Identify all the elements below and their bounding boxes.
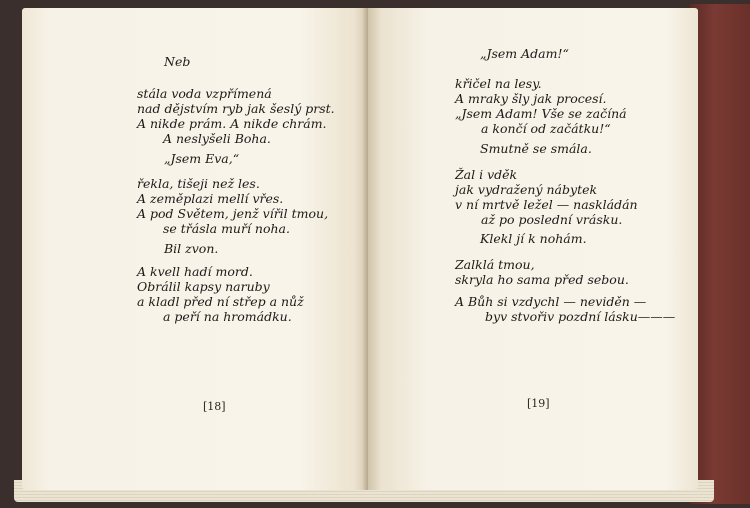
- verse-line: Zalklá tmou,: [455, 257, 535, 272]
- left-page: [22, 8, 368, 490]
- verse-line: nad dějstvím ryb jak šeslý prst.: [137, 101, 335, 116]
- verse-line: jak vydražený nábytek: [455, 182, 598, 197]
- left-quote: „Jsem Eva,“: [164, 151, 240, 166]
- verse-line: A pod Světem, jenž vířil tmou,: [137, 206, 329, 221]
- verse-line: se třásla muří noha.: [163, 221, 290, 236]
- verse-line: a končí od začátku!“: [481, 121, 611, 136]
- verse-line: A mraky šly jak procesí.: [455, 91, 607, 106]
- verse-line: a peří na hromádku.: [163, 309, 292, 324]
- right-stanza-2: [455, 167, 638, 227]
- right-page: [368, 8, 698, 490]
- left-stanza-2: [137, 176, 328, 236]
- right-stanza-4: [455, 294, 675, 324]
- verse-line: Obrálil kapsy naruby: [137, 279, 270, 294]
- verse-line: „Jsem Adam! Vše se začíná: [455, 106, 627, 121]
- right-line-klekl: Klekl jí k nohám.: [480, 231, 587, 246]
- left-heading: Neb: [164, 54, 191, 69]
- verse-line: stála voda vzpřímená: [137, 86, 272, 101]
- right-stanza-3: [455, 257, 629, 287]
- verse-line: A neslyšeli Boha.: [163, 131, 271, 146]
- verse-line: v ní mrtvě ležel — naskládán: [455, 197, 638, 212]
- verse-line: a kladl před ní střep a nůž: [137, 294, 304, 309]
- verse-line: řekla, tišeji než les.: [137, 176, 260, 191]
- verse-line: až po poslední vrásku.: [481, 212, 623, 227]
- left-line-bil: Bil zvon.: [164, 241, 219, 256]
- verse-line: Žal i vděk: [455, 167, 518, 182]
- verse-line: A zeměplazi mellí vřes.: [137, 191, 284, 206]
- verse-line: A Bůh si vzdychl — neviděn —: [455, 294, 647, 309]
- right-line-smutne: Smutně se smála.: [480, 141, 592, 156]
- verse-line: skryla ho sama před sebou.: [455, 272, 629, 287]
- book-cover: [690, 4, 750, 504]
- verse-line: A nikde prám. A nikde chrám.: [137, 116, 327, 131]
- verse-line: křičel na lesy.: [455, 76, 542, 91]
- page-number-right: [19]: [527, 397, 550, 410]
- right-quote: „Jsem Adam!“: [480, 46, 569, 61]
- left-stanza-1: [137, 86, 335, 146]
- right-stanza-1: [455, 76, 627, 136]
- left-stanza-3: [137, 264, 304, 324]
- verse-line: A kvell hadí mord.: [137, 264, 253, 279]
- page-number-left: [18]: [203, 400, 226, 413]
- verse-line: byv stvořiv pozdní lásku———: [485, 309, 676, 324]
